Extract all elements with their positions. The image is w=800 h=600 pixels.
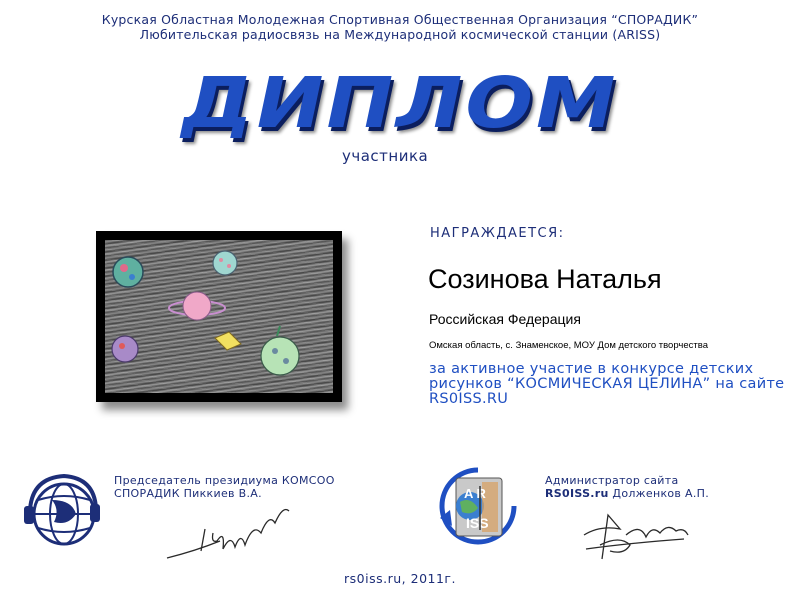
organization-name: Курская Областная Молодежная Спортивная Общественная Организация “СПОРАДИК” [101, 12, 699, 27]
drawing-planets [105, 240, 333, 393]
right-signatory-name: Долженков А.П. [608, 487, 709, 500]
awarded-label: НАГРАЖДАЕТСЯ: [430, 226, 565, 241]
site-name: RS0ISS.ru [545, 487, 609, 500]
ariss-logo-top-text: A R [464, 486, 486, 501]
footer-site-year: rs0iss.ru, 2011г. [344, 571, 456, 586]
drawing-frame [96, 231, 342, 402]
diploma-subtitle: участника [342, 147, 429, 165]
diploma-title: ДИПЛОМ [173, 62, 627, 144]
recipient-address: Омская область, с. Знаменское, МОУ Дом детского творчества [429, 340, 708, 351]
left-signatory-title: Председатель президиума КОМСОО [114, 474, 335, 487]
right-signature [580, 505, 690, 565]
sporadic-globe-logo [24, 470, 98, 550]
ariss-logo-bottom-text: ISS [466, 515, 489, 531]
left-signatory-name: СПОРАДИК Пиккиев В.А. [114, 487, 262, 500]
award-reason: за активное участие в конкурсе детских рисунков “КОСМИЧЕСКАЯ ЦЕЛИНА” на сайте RS0ISS.RU [429, 361, 785, 407]
right-signatory [545, 474, 775, 500]
right-signatory-title: Администратор сайта [545, 474, 679, 487]
recipient-name: Созинова Наталья [428, 264, 662, 294]
space-drawing-image [105, 240, 333, 393]
left-signature [165, 503, 295, 563]
right-signatory-name-line [545, 487, 775, 500]
left-signatory [114, 474, 374, 500]
recipient-country: Российская Федерация [429, 311, 581, 327]
ariss-logo [438, 466, 518, 546]
organization-subtitle: Любительская радиосвязь на Международной космической станции (ARISS) [139, 27, 661, 42]
